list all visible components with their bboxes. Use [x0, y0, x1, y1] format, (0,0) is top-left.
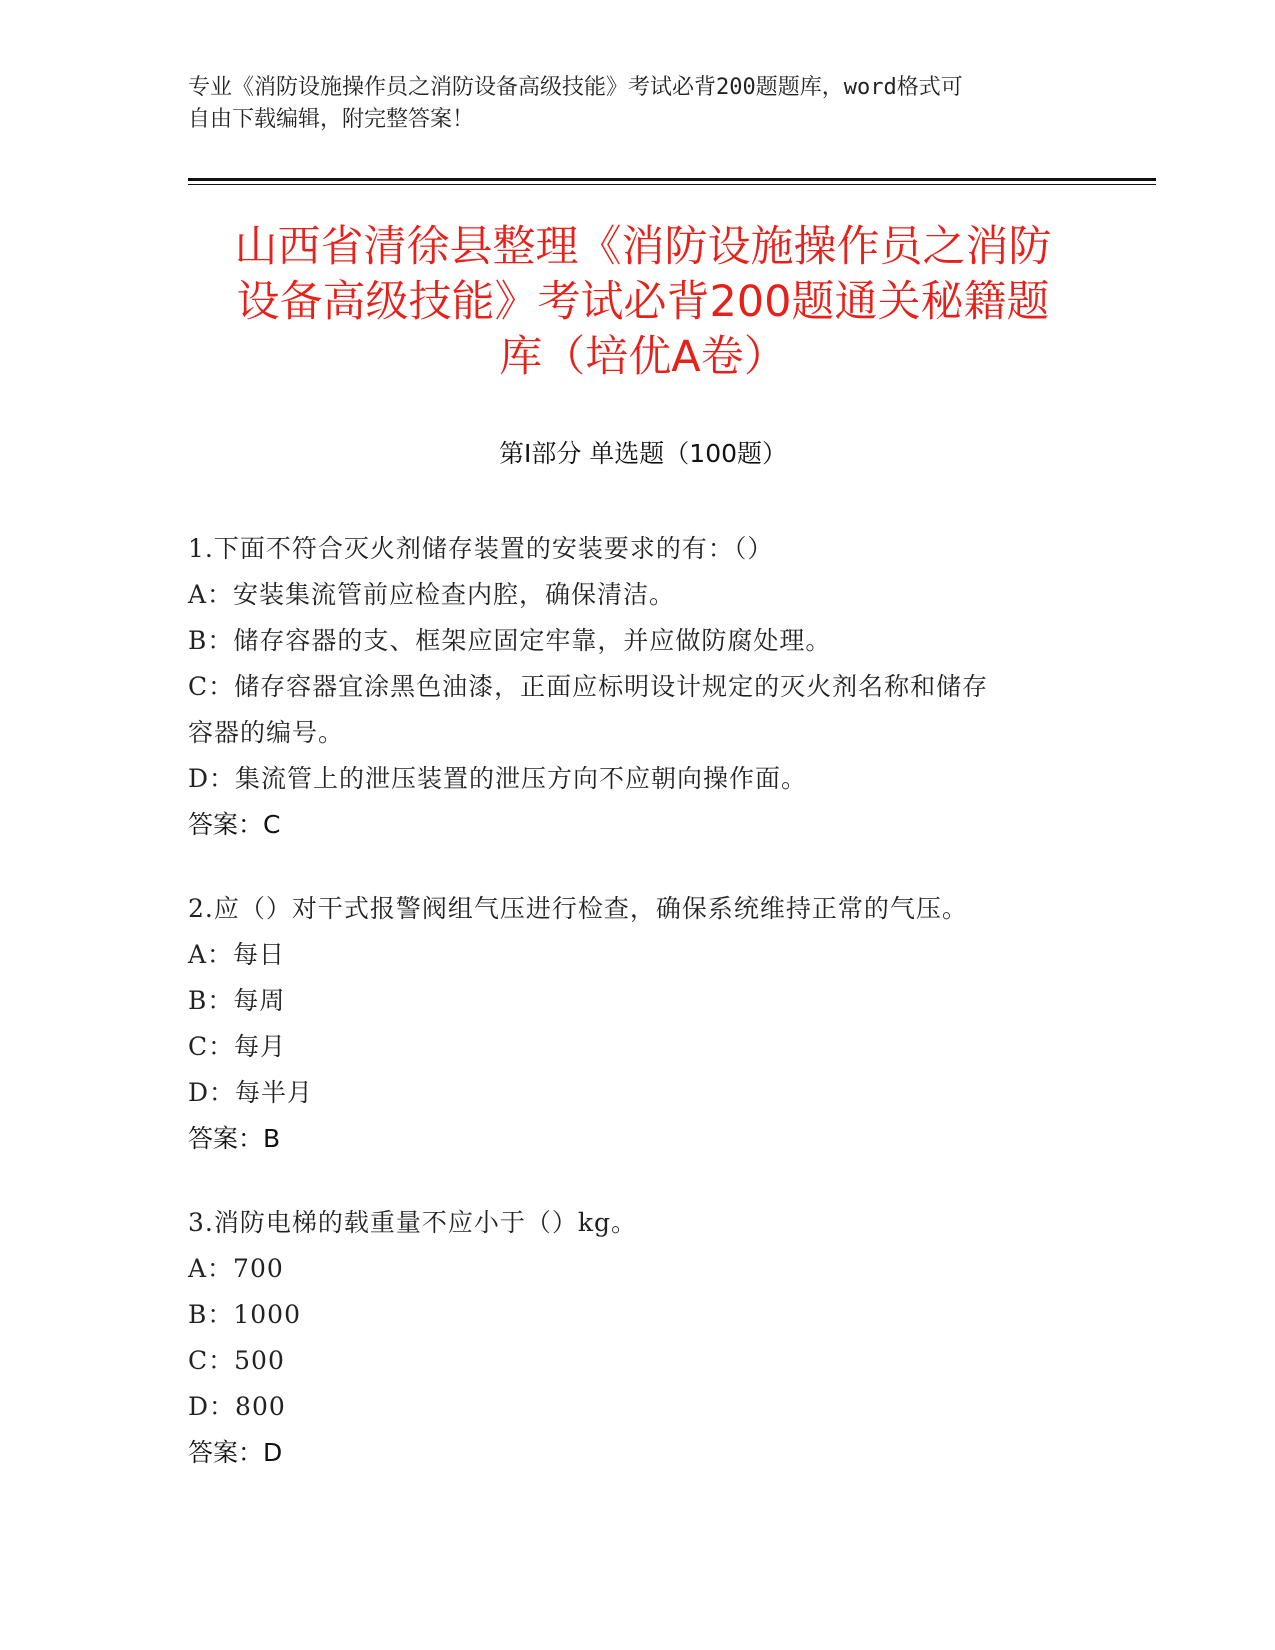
option-c-continued: 容器的编号。 — [188, 718, 345, 747]
section-heading: 第I部分 单选题（100题） — [498, 439, 788, 468]
answer: 答案：D — [188, 1438, 283, 1467]
option-b: B：1000 — [188, 1300, 301, 1329]
option-c: C：每月 — [188, 1032, 287, 1061]
question-stem: 3.消防电梯的载重量不应小于（）kg。 — [188, 1208, 638, 1237]
header-note-line-2: 自由下载编辑，附完整答案！ — [188, 107, 475, 132]
header-note — [188, 72, 1088, 136]
document-title-line-3: 库（培优A卷） — [499, 332, 787, 382]
option-c: C：储存容器宜涂黑色油漆，正面应标明设计规定的灭火剂名称和储存 — [188, 672, 989, 701]
question-3 — [188, 1200, 1088, 1476]
option-d: D：每半月 — [188, 1078, 314, 1107]
option-a: A：700 — [188, 1254, 284, 1283]
header-divider-thick — [188, 178, 1156, 181]
question-list — [188, 526, 1088, 1514]
document-title-line-2: 设备高级技能》考试必背200题通关秘籍题 — [236, 277, 1050, 327]
answer: 答案：C — [188, 810, 281, 839]
option-c: C：500 — [188, 1346, 285, 1375]
question-stem: 1.下面不符合灭火剂储存装置的安装要求的有：（） — [188, 534, 774, 563]
document-title — [188, 220, 1098, 385]
question-stem: 2.应（）对干式报警阀组气压进行检查，确保系统维持正常的气压。 — [188, 894, 968, 923]
answer: 答案：B — [188, 1124, 281, 1153]
option-b: B：储存容器的支、框架应固定牢靠，并应做防腐处理。 — [188, 626, 832, 655]
header-divider-thin — [188, 184, 1156, 185]
header-note-line-1: 专业《消防设施操作员之消防设备高级技能》考试必背200题题库，word格式可 — [188, 75, 963, 100]
question-1 — [188, 526, 1088, 848]
option-b: B：每周 — [188, 986, 286, 1015]
option-d: D：800 — [188, 1392, 286, 1421]
option-a: A：安装集流管前应检查内腔，确保清洁。 — [188, 580, 676, 609]
option-d: D：集流管上的泄压装置的泄压方向不应朝向操作面。 — [188, 764, 808, 793]
document-title-line-1: 山西省清徐县整理《消防设施操作员之消防 — [234, 222, 1052, 272]
option-a: A：每日 — [188, 940, 286, 969]
question-2 — [188, 886, 1088, 1162]
